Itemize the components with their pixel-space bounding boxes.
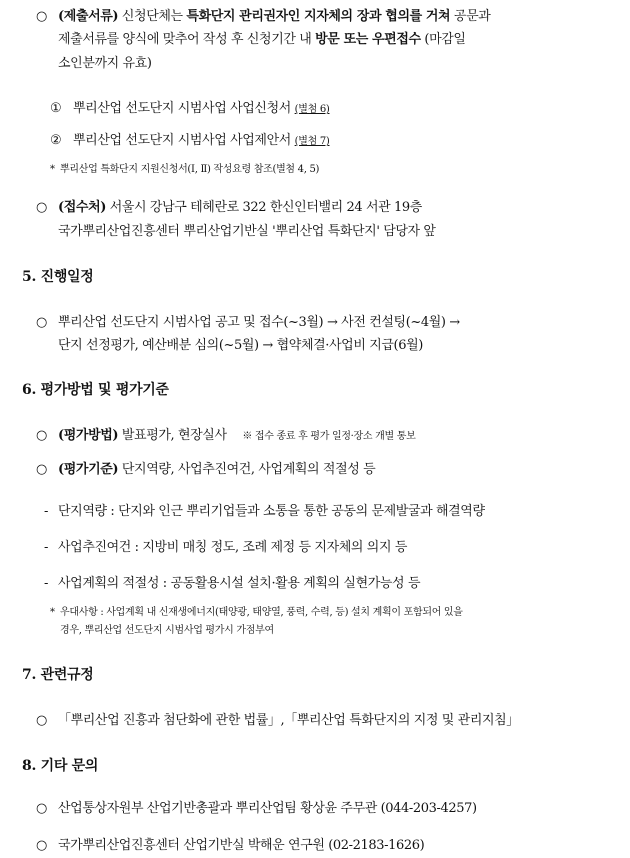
eval-method-text: 발표평가, 현장실사 bbox=[118, 428, 227, 443]
star-icon: * bbox=[50, 607, 55, 618]
submit-tag: (제출서류) bbox=[58, 9, 119, 24]
submit-item-1-text: 뿌리산업 선도단지 시범사업 사업신청서 bbox=[73, 101, 291, 116]
submit-method: 방문 또는 우편접수 bbox=[315, 32, 421, 47]
dash-icon: - bbox=[44, 576, 49, 591]
section-5-title: 5. 진행일정 bbox=[22, 269, 94, 285]
bullet-icon: ○ bbox=[36, 713, 48, 728]
number-1-icon: ① bbox=[50, 101, 62, 116]
submit-text-2c: (마감일 bbox=[420, 32, 466, 47]
star-icon: * bbox=[50, 164, 55, 175]
preference-note-2: 경우, 뿌리산업 선도단지 시범사업 평가시 가점부여 bbox=[60, 625, 274, 636]
submit-text-c: 공문과 bbox=[450, 9, 491, 24]
bullet-icon: ○ bbox=[36, 428, 48, 443]
receive-address: 서울시 강남구 테헤란로 322 한신인터밸리 24 서관 19층 bbox=[105, 200, 422, 215]
section-7-title: 7. 관련규정 bbox=[22, 667, 94, 683]
submit-line-1 bbox=[58, 8, 490, 26]
preference-note-1: 우대사항 : 사업계획 내 신재생에너지(태양광, 태양열, 풍력, 수력, 등) 설치 계획이 포함되어 있을 bbox=[60, 607, 463, 618]
section-6-title: 6. 평가방법 및 평가기준 bbox=[22, 382, 169, 398]
schedule-line-2: 단지 선정평가, 예산배분 심의(~5월) → 협약체결·사업비 지급(6월) bbox=[58, 338, 423, 353]
bullet-icon: ○ bbox=[36, 9, 48, 24]
bullet-icon: ○ bbox=[36, 462, 48, 477]
regulation-line: 「뿌리산업 진흥과 첨단화에 관한 법률」,「뿌리산업 특화단지의 지정 및 관리지침」 bbox=[58, 713, 519, 728]
eval-criteria-text: 단지역량, 사업추진여건, 사업계획의 적절성 등 bbox=[118, 462, 376, 477]
bullet-icon: ○ bbox=[36, 838, 48, 853]
submit-item-1-ref: (별첨 6) bbox=[294, 104, 330, 115]
submit-note: 뿌리산업 특화단지 지원신청서(Ⅰ, Ⅱ) 작성요령 참조(별첨 4, 5) bbox=[60, 164, 320, 175]
receive-tag: (접수처) bbox=[58, 200, 106, 215]
dash-icon: - bbox=[44, 504, 49, 519]
criteria-item-1: 단지역량 : 단지와 인근 뿌리기업들과 소통을 통한 공동의 문제발굴과 해결역량 bbox=[58, 504, 485, 519]
schedule-line-1: 뿌리산업 선도단지 시범사업 공고 및 접수(~3월) → 사전 컨설팅(~4월) → bbox=[58, 315, 460, 330]
submit-item-1 bbox=[73, 100, 330, 118]
eval-method-tag: (평가방법) bbox=[58, 428, 119, 443]
eval-criteria-tag: (평가기준) bbox=[58, 462, 119, 477]
section-8-title: 8. 기타 문의 bbox=[22, 758, 99, 774]
contact-line-2: 국가뿌리산업진흥센터 산업기반실 박해운 연구원 (02-2183-1626) bbox=[58, 838, 425, 853]
submit-text-a: 신청단체는 bbox=[118, 9, 187, 24]
submit-item-2-ref: (별첨 7) bbox=[294, 136, 330, 147]
submit-emphasis: 특화단지 관리권자인 지자체의 장과 협의를 거쳐 bbox=[186, 9, 451, 24]
criteria-item-2: 사업추진여건 : 지방비 매칭 정도, 조례 제정 등 지자체의 의지 등 bbox=[58, 540, 407, 555]
submit-line-3: 소인분까지 유효) bbox=[58, 56, 152, 71]
criteria-item-3: 사업계획의 적절성 : 공동활용시설 설치·활용 계획의 실현가능성 등 bbox=[58, 576, 421, 591]
bullet-icon: ○ bbox=[36, 200, 48, 215]
bullet-icon: ○ bbox=[36, 801, 48, 816]
bullet-icon: ○ bbox=[36, 315, 48, 330]
receive-line-1 bbox=[58, 199, 422, 217]
number-2-icon: ② bbox=[50, 133, 62, 148]
submit-item-2 bbox=[73, 132, 330, 150]
submit-text-2a: 제출서류를 양식에 맞추어 작성 후 신청기간 내 bbox=[58, 32, 316, 47]
receive-line-2: 국가뿌리산업진흥센터 뿌리산업기반실 '뿌리산업 특화단지' 담당자 앞 bbox=[58, 224, 436, 239]
submit-item-2-text: 뿌리산업 선도단지 시범사업 사업제안서 bbox=[73, 133, 291, 148]
submit-line-2 bbox=[58, 31, 466, 49]
contact-line-1: 산업통상자원부 산업기반총괄과 뿌리산업팀 황상윤 주무관 (044-203-4257) bbox=[58, 801, 477, 816]
eval-method-note: ※ 접수 종료 후 평가 일정·장소 개별 통보 bbox=[242, 431, 416, 442]
eval-criteria-line bbox=[58, 461, 375, 479]
dash-icon: - bbox=[44, 540, 49, 555]
eval-method-line bbox=[58, 427, 415, 445]
